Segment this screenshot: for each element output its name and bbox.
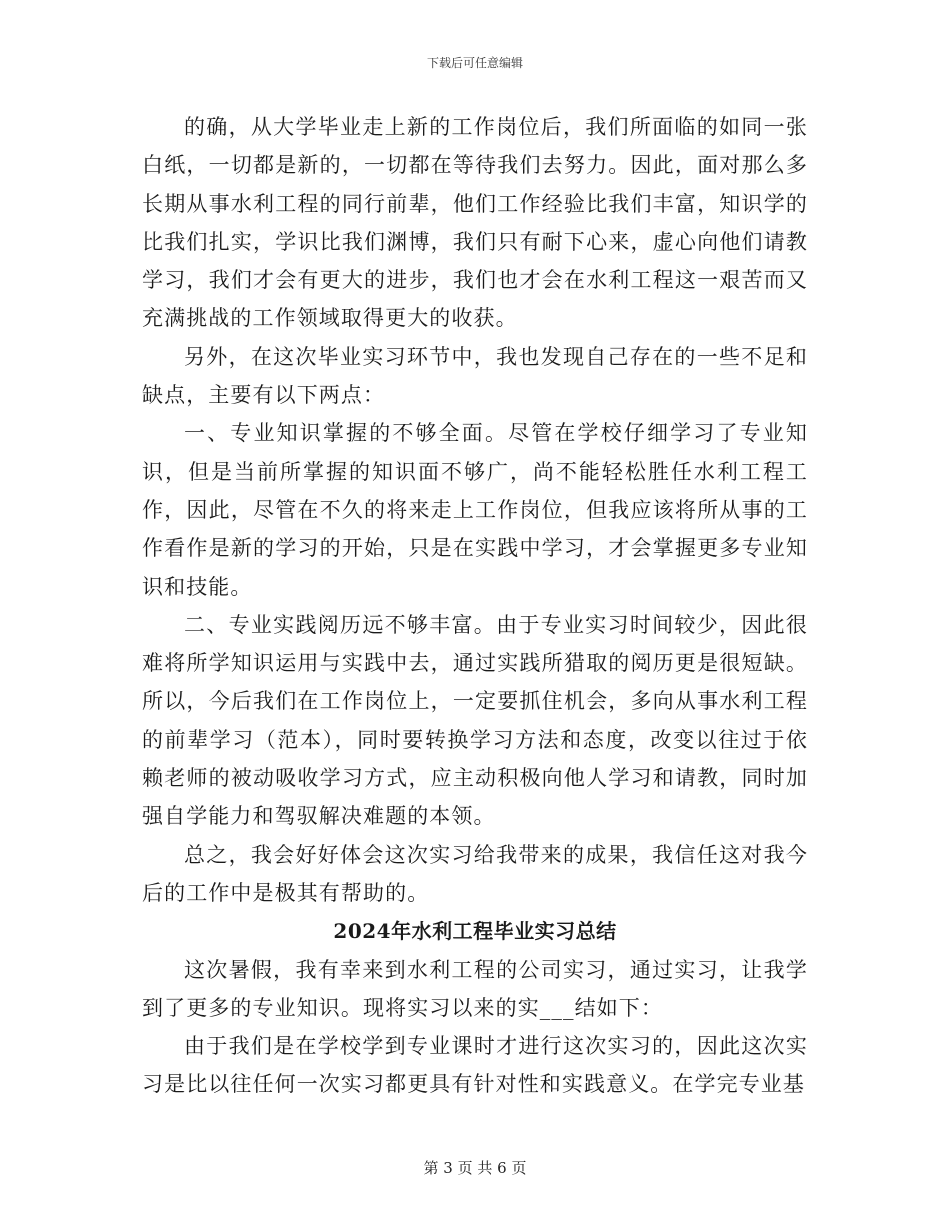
page-header: 下载后可任意编辑 [426, 56, 523, 70]
document-body [142, 108, 808, 1104]
paragraph: 这次暑假，我有幸来到水利工程的公司实习，通过实习，让我学到了更多的专业知识。现将实习以来的实___结如下： [142, 957, 808, 1020]
paragraph: 一、专业知识掌握的不够全面。尽管在学校仔细学习了专业知识，但是当前所掌握的知识面不够广，尚不能轻松胜任水利工程工作，因此，尽管在不久的将来走上工作岗位，但我应该将所从事的工作看作是新的学习的开始，只是在实践中学习，才会掌握更多专业知识和技能。 [142, 421, 808, 599]
page-number: 第 3 页 共 6 页 [423, 1159, 527, 1177]
paragraph: 由于我们是在学校学到专业课时才进行这次实习的，因此这次实习是比以往任何一次实习都更具有针对性和实践意义。在学完专业基 [142, 1034, 808, 1097]
section-title: 2024年水利工程毕业实习总结 [333, 919, 617, 944]
paragraph: 二、专业实践阅历远不够丰富。由于专业实习时间较少，因此很难将所学知识运用与实践中去，通过实践所猎取的阅历更是很短缺。所以，今后我们在工作岗位上，一定要抓住机会，多向从事水利工程的前辈学习（范本），同时要转换学习方法和态度，改变以往过于依赖老师的被动吸收学习方式，应主动积极向他人学习和请教，同时加强自学能力和驾驭解决难题的本领。 [142, 612, 808, 829]
paragraph: 的确，从大学毕业走上新的工作岗位后，我们所面临的如同一张白纸，一切都是新的，一切都在等待我们去努力。因此，面对那么多长期从事水利工程的同行前辈，他们工作经验比我们丰富，知识学的比我们扎实，学识比我们渊博，我们只有耐下心来，虚心向他们请教学习，我们才会有更大的进步，我们也才会在水利工程这一艰苦而又充满挑战的工作领域取得更大的收获。 [142, 115, 808, 331]
paragraph: 总之，我会好好体会这次实习给我带来的成果，我信任这对我今后的工作中是极其有帮助的。 [142, 842, 808, 905]
paragraph: 另外，在这次毕业实习环节中，我也发现自己存在的一些不足和缺点，主要有以下两点： [142, 344, 808, 408]
